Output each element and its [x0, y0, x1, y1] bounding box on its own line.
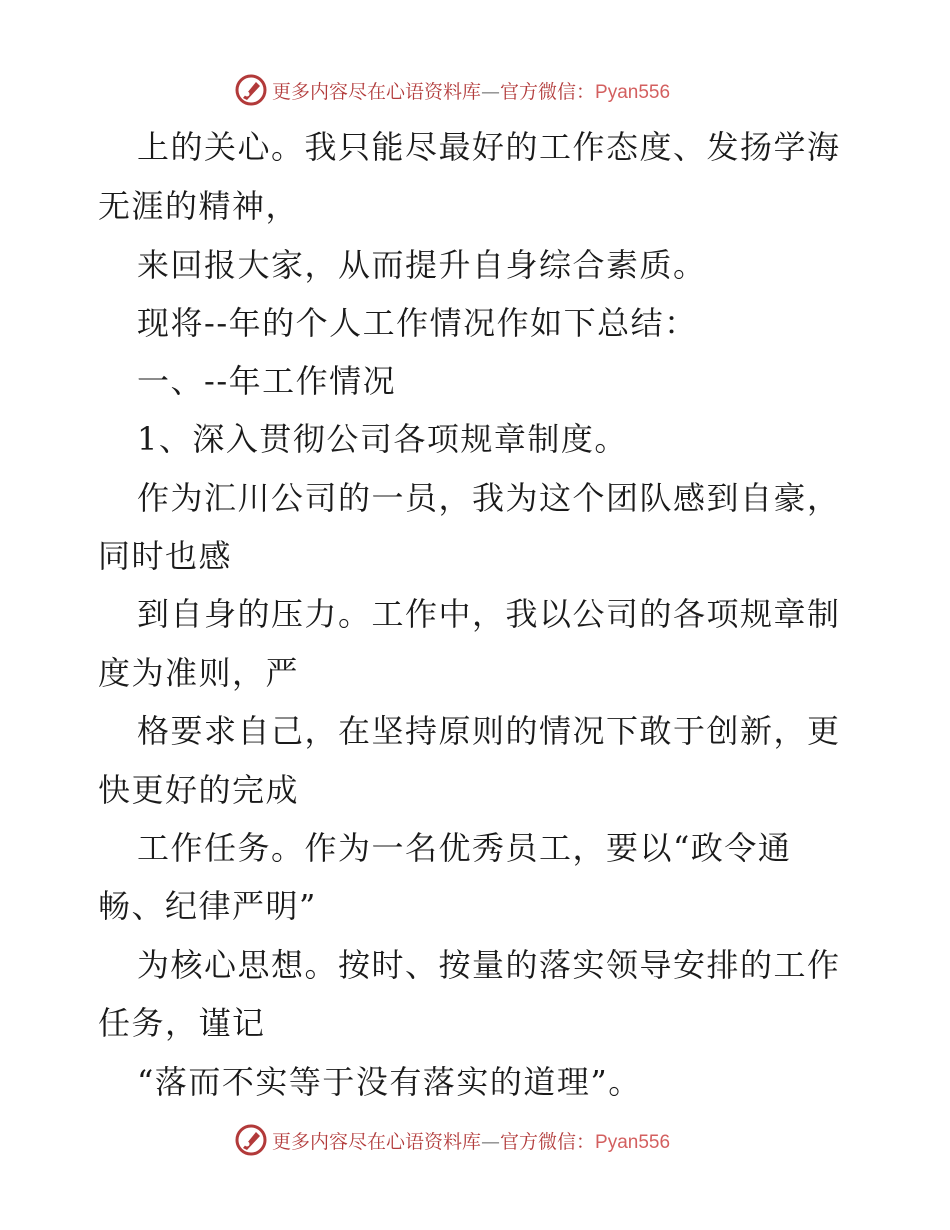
paragraph-line: “落而不实等于没有落实的道理”。	[137, 1063, 642, 1101]
paragraph-line: 作为汇川公司的一员，我为这个团队感到自豪，	[137, 479, 841, 517]
paragraph-line: 上的关心。我只能尽最好的工作态度、发扬学海	[137, 128, 841, 166]
section-heading: 一、--年工作情况	[137, 362, 397, 400]
footer-watermark	[234, 1123, 670, 1157]
watermark-text: 更多内容尽在心语资料库—官方微信：Pyan556	[272, 80, 671, 103]
paragraph-line: 格要求自己，在坚持原则的情况下敢于创新，更	[137, 712, 841, 750]
paragraph-line: 工作任务。作为一名优秀员工，要以“政令通	[137, 829, 792, 867]
paragraph-line: 来回报大家，从而提升自身综合素质。	[137, 246, 707, 284]
paragraph-line: 任务，谨记	[98, 1004, 266, 1042]
brand-logo-icon	[234, 1123, 268, 1157]
paragraph-line: 畅、纪律严明”	[98, 887, 317, 925]
watermark-text: 更多内容尽在心语资料库—官方微信：Pyan556	[272, 1130, 671, 1153]
paragraph-line: 快更好的完成	[98, 771, 300, 809]
paragraph-line: 同时也感	[98, 537, 233, 575]
paragraph-line: 为核心思想。按时、按量的落实领导安排的工作	[137, 946, 841, 984]
brand-logo-icon	[234, 73, 268, 107]
paragraph-line: 到自身的压力。工作中，我以公司的各项规章制	[137, 595, 841, 633]
header-watermark	[234, 73, 670, 107]
subsection-heading: 1、深入贯彻公司各项规章制度。	[137, 420, 628, 458]
paragraph-line: 度为准则，严	[98, 654, 300, 692]
paragraph-line: 无涯的精神，	[98, 187, 300, 225]
paragraph-line: 现将--年的个人工作情况作如下总结：	[137, 304, 698, 342]
